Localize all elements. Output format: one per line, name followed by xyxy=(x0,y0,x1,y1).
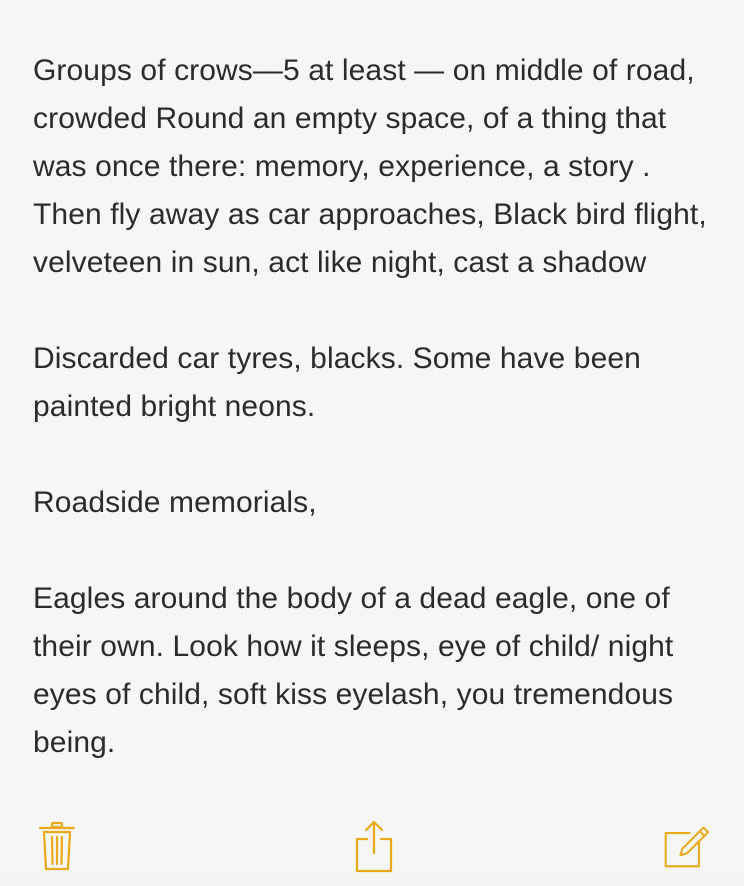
share-note-button[interactable] xyxy=(350,818,398,874)
note-paragraph-4[interactable]: Eagles around the body of a dead eagle, one of their own. Look how it sleeps, eye of child/ night eyes of child, soft kiss eyelash, you tremendous being. xyxy=(33,582,682,759)
compose-note-button[interactable] xyxy=(662,818,710,874)
note-paragraph-2[interactable]: Discarded car tyres, blacks. Some have been painted bright neons. xyxy=(33,342,650,423)
compose-icon xyxy=(662,820,710,872)
note-paragraph-3[interactable]: Roadside memorials, xyxy=(33,486,317,519)
delete-note-button[interactable] xyxy=(33,818,81,874)
note-body[interactable] xyxy=(33,47,723,802)
bottom-toolbar xyxy=(0,802,744,886)
note-paragraph-1[interactable]: Groups of crows—5 at least — on middle of road, crowded Round an empty space, of a thing that was once there: memory, experience, a story . Then fly away as car approaches, Black bird flight, velveteen in sun, act like night, cast a shadow xyxy=(33,54,716,279)
share-icon xyxy=(353,819,395,873)
trash-icon xyxy=(37,820,77,872)
